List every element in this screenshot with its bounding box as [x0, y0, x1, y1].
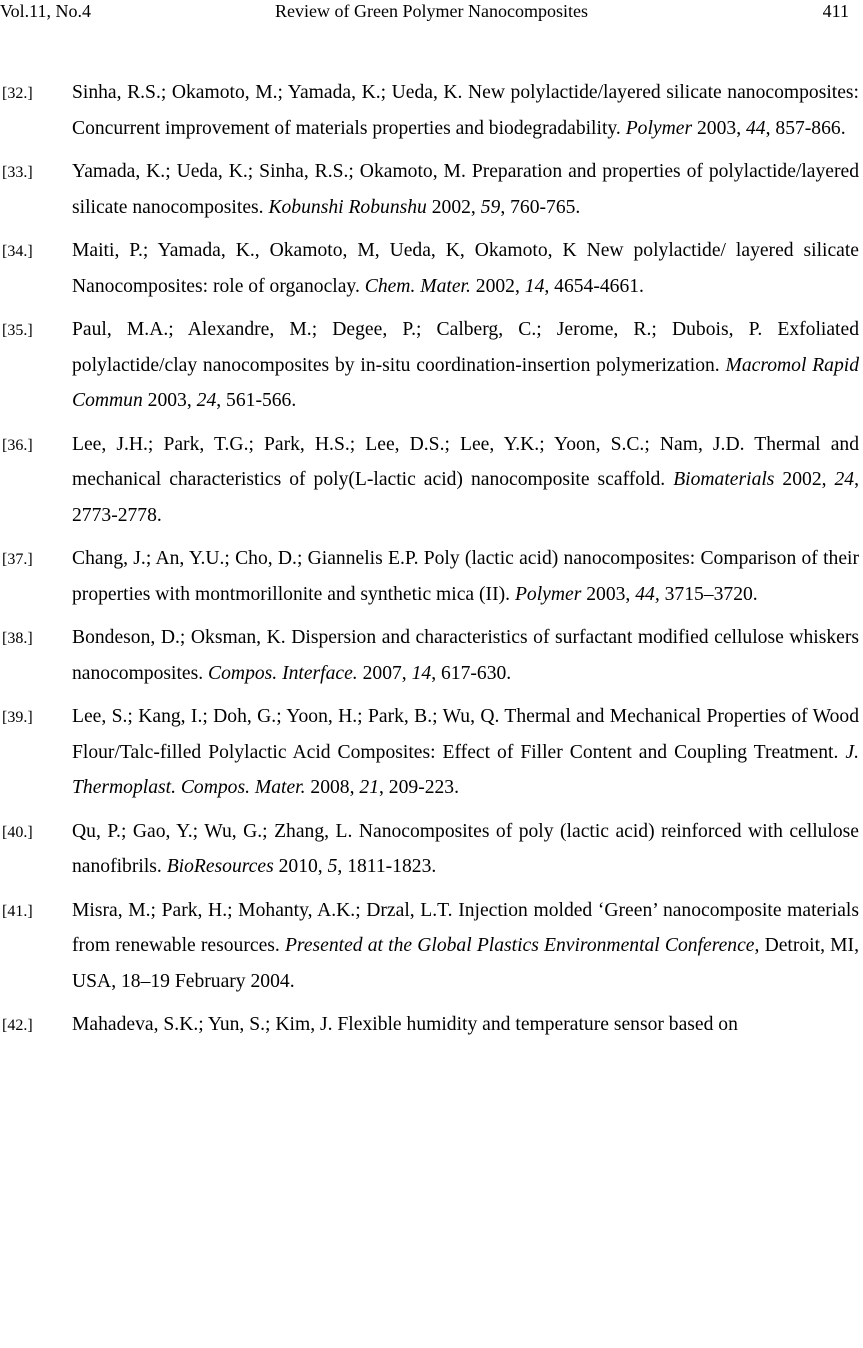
reference-authors: Lee, J.H.; Park, T.G.; Park, H.S.; Lee, D.S.; Lee, Y.K.; Yoon, S.C.; Nam, J.D. Thermal and mechanical characteristics of poly(L-lactic acid) nanocomposite scaffold. — [72, 433, 859, 491]
reference-number: [32.] — [2, 85, 33, 102]
reference-journal: Kobunshi Robunshu — [268, 196, 427, 218]
reference-authors: Lee, S.; Kang, I.; Doh, G.; Yoon, H.; Park, B.; Wu, Q. Thermal and Mechanical Properties of Wood Flour/Talc-filled Polylactic Acid Composites: Effect of Filler Content and Coupling Treatment. — [72, 706, 859, 763]
reference-year: 2007, — [357, 662, 412, 684]
reference-journal: Polymer — [625, 117, 693, 139]
reference-number: [41.] — [2, 902, 33, 920]
reference-pages: , 617-630. — [431, 662, 512, 684]
reference-journal: Polymer — [514, 583, 582, 605]
page-header — [0, 0, 863, 22]
reference-number: [37.] — [2, 551, 33, 569]
reference-authors: Yamada, K.; Ueda, K.; Sinha, R.S.; Okamoto, M. Preparation and properties of polylactide/layered silicate nanocomposites. — [72, 160, 859, 218]
reference-authors: Bondeson, D.; Oksman, K. Dispersion and characteristics of surfactant modified cellulose whiskers nanocomposites. — [72, 627, 859, 684]
reference-pages: , 561-566. — [216, 390, 297, 412]
reference-volume: 59 — [480, 196, 501, 218]
reference-list — [0, 75, 863, 1051]
reference-journal: Presented at the Global Plastics Environmental Conference — [284, 935, 755, 957]
reference-authors: Misra, M.; Park, H.; Mohanty, A.K.; Drzal, L.T. Injection molded ‘Green’ nanocomposite materials from renewable resources. — [72, 899, 859, 957]
reference-authors: Maiti, P.; Yamada, K., Okamoto, M, Ueda, K, Okamoto, K New polylactide/ layered silicate Nanocomposites: role of organoclay. — [72, 239, 859, 297]
reference-year: 2002, — [426, 196, 481, 218]
reference-volume: 5 — [327, 856, 338, 878]
reference-item — [0, 620, 863, 691]
reference-pages: , 760-765. — [500, 196, 581, 218]
reference-item — [0, 541, 863, 612]
reference-number: [40.] — [2, 823, 33, 841]
reference-item — [0, 699, 863, 806]
reference-journal: Compos. Interface. — [208, 662, 358, 684]
reference-volume: 44 — [746, 117, 766, 139]
reference-volume: 14 — [411, 662, 432, 684]
reference-volume: 21 — [359, 777, 379, 799]
reference-journal: J. Thermoplast. Compos. Mater. — [72, 741, 859, 799]
reference-pages: , 1811-1823. — [337, 856, 437, 878]
reference-number: [36.] — [2, 436, 33, 454]
reference-journal: Macromol Rapid Commun — [72, 354, 860, 412]
reference-number: [35.] — [2, 321, 33, 339]
reference-authors: Chang, J.; An, Y.U.; Cho, D.; Giannelis E.P. Poly (lactic acid) nanocomposites: Comparison of their properties with montmorillonite and synthetic mica (II). — [72, 548, 859, 605]
reference-item — [0, 427, 863, 534]
reference-year: 2003, — [581, 583, 636, 605]
reference-authors: Paul, M.A.; Alexandre, M.; Degee, P.; Calberg, C.; Jerome, R.; Dubois, P. Exfoliated polylactide/clay nanocomposites by in-situ coordination-insertion polymerization. — [72, 318, 859, 376]
reference-authors: Qu, P.; Gao, Y.; Wu, G.; Zhang, L. Nanocomposites of poly (lactic acid) reinforced with cellulose nanofibrils. — [72, 820, 859, 878]
reference-number: [34.] — [2, 242, 33, 260]
reference-year: 2003, — [692, 117, 746, 139]
reference-number: [33.] — [2, 163, 33, 181]
reference-volume: 14 — [524, 275, 545, 297]
reference-authors: Sinha, R.S.; Okamoto, M.; Yamada, K.; Ueda, K. New polylactide/layered silicate nanocomposites: Concurrent improvement of materials properties and biodegradability. — [72, 82, 859, 139]
reference-item — [0, 154, 863, 225]
reference-volume: 44, — [635, 583, 660, 605]
reference-number: [38.] — [2, 630, 33, 648]
reference-journal: Biomaterials — [673, 469, 775, 491]
reference-item — [0, 1007, 863, 1043]
page-number: 411 — [822, 1, 849, 21]
reference-pages: , 4654-4661. — [544, 275, 644, 297]
reference-pages: 3715–3720. — [659, 583, 758, 605]
reference-item — [0, 75, 863, 146]
reference-year: 2002, — [470, 275, 525, 297]
reference-year: 2003, — [142, 390, 197, 412]
reference-year: 2002, — [774, 469, 835, 491]
journal-volume: Vol.11, No.4 — [0, 1, 92, 21]
reference-pages: , 2773-2778. — [72, 469, 859, 526]
reference-item — [0, 893, 863, 1000]
reference-pages: , 857-866. — [765, 117, 846, 139]
reference-number: [42.] — [2, 1017, 33, 1035]
reference-journal: Chem. Mater. — [364, 275, 471, 297]
reference-item — [0, 814, 863, 885]
reference-journal: BioResources — [166, 856, 274, 878]
reference-year: 2010, — [273, 856, 328, 878]
reference-item — [0, 233, 863, 304]
reference-volume: 24 — [834, 469, 855, 491]
reference-year: 2008, — [305, 777, 360, 799]
reference-item — [0, 312, 863, 419]
reference-year: , Detroit, MI, USA, 18–19 February 2004. — [72, 935, 859, 992]
reference-pages: , 209-223. — [379, 777, 460, 799]
running-title: Review of Green Polymer Nanocomposites — [275, 1, 588, 21]
reference-authors: Mahadeva, S.K.; Yun, S.; Kim, J. Flexible humidity and temperature sensor based on — [72, 1014, 738, 1036]
reference-number: [39.] — [2, 709, 33, 727]
reference-volume: 24 — [196, 390, 217, 412]
